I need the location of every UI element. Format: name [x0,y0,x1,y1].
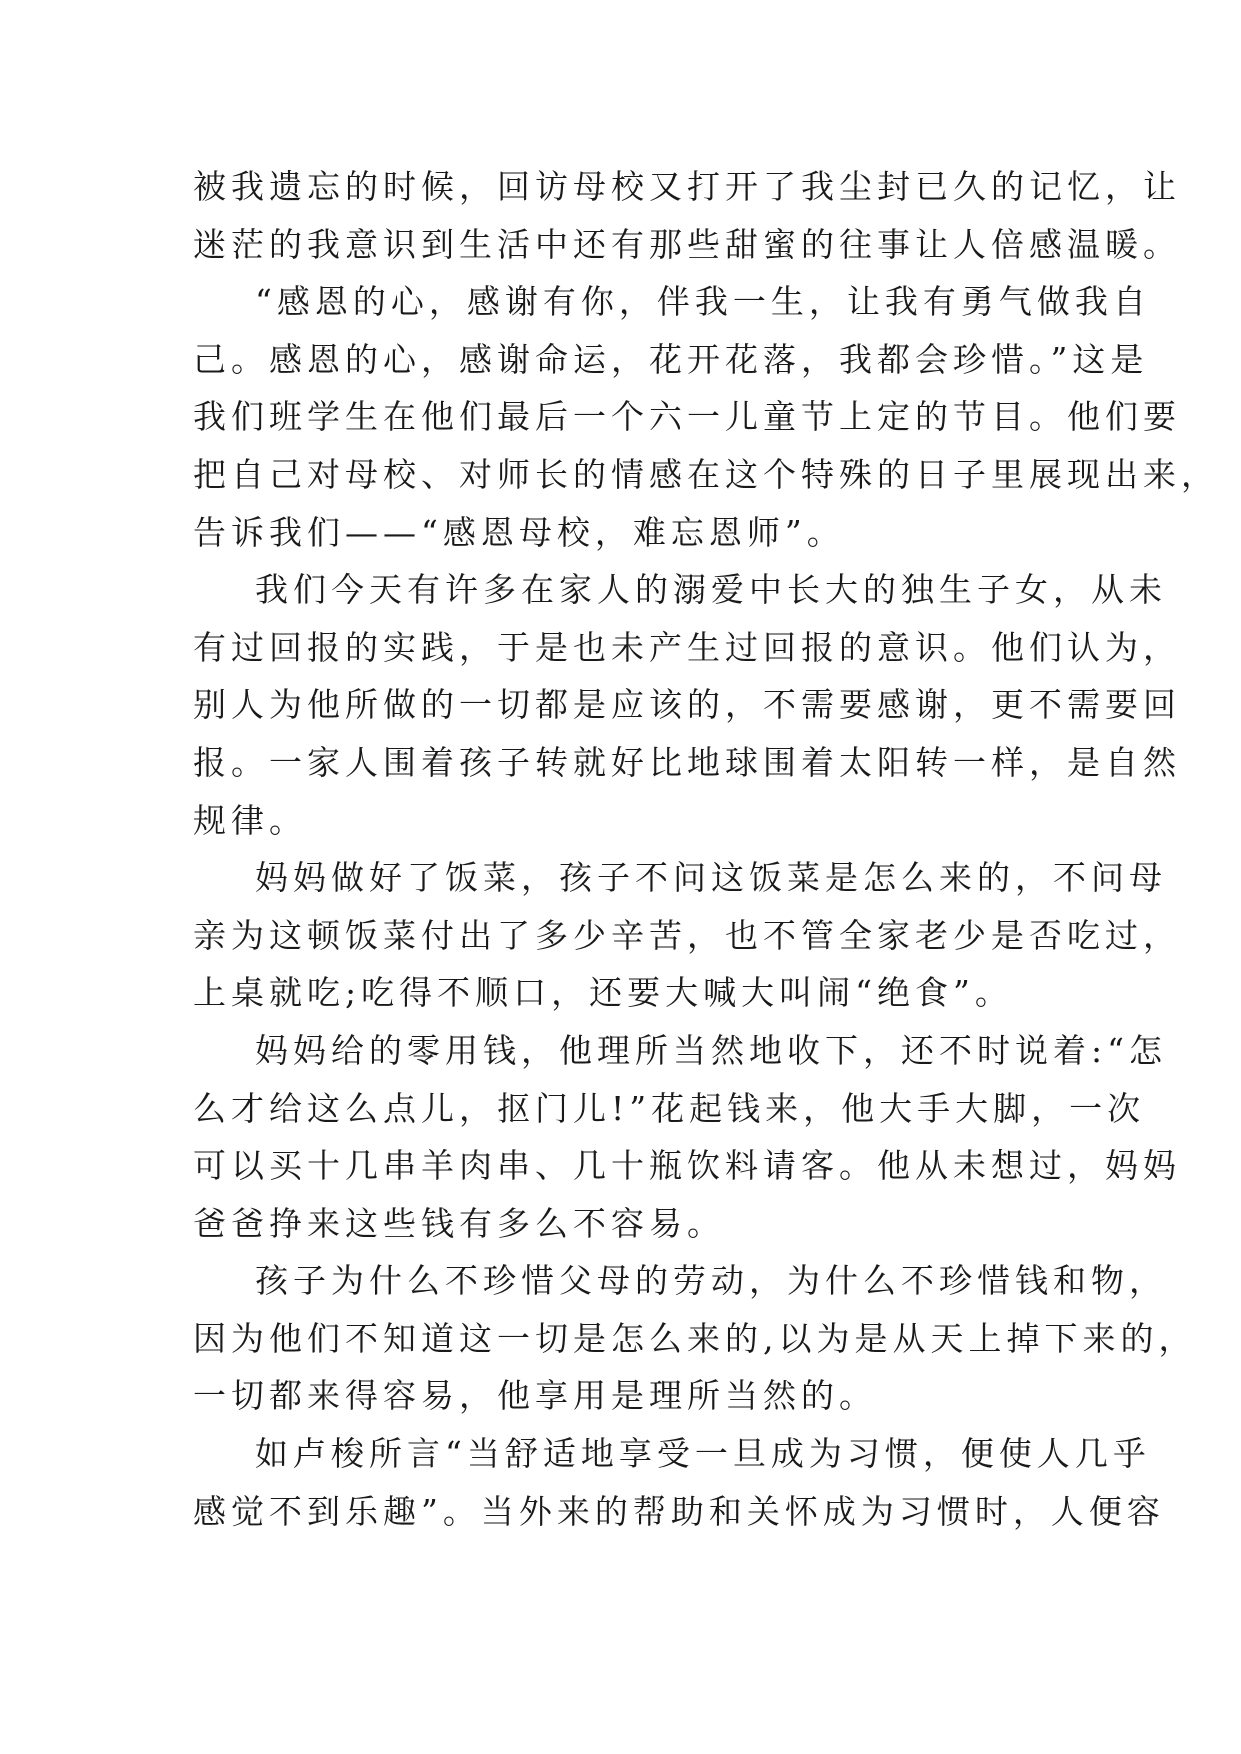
text-line: 己。感恩的心，感谢命运，花开花落，我都会珍惜。”这是 [193,339,1149,379]
text-line: 我们班学生在他们最后一个六一儿童节上定的节目。他们要 [193,397,1181,437]
text-line: 告诉我们——“感恩母校，难忘恩师”。 [193,512,845,552]
paragraph-first-line: 妈妈给的零用钱，他理所当然地收下，还不时说着:“怎 [255,1030,1167,1070]
paragraph-first-line: 孩子为什么不珍惜父母的劳动，为什么不珍惜钱和物， [255,1261,1167,1301]
text-line: 亲为这顿饭菜付出了多少辛苦，也不管全家老少是否吃过， [193,915,1181,955]
paragraph-first-line: 妈妈做好了饭菜，孩子不问这饭菜是怎么来的，不问母 [255,858,1167,898]
text-line: 迷茫的我意识到生活中还有那些甜蜜的往事让人倍感温暖。 [193,224,1181,264]
paragraph-first-line: 我们今天有许多在家人的溺爱中长大的独生子女，从未 [255,570,1167,610]
text-line: 被我遗忘的时候，回访母校又打开了我尘封已久的记忆，让 [193,167,1181,206]
text-line: 有过回报的实践，于是也未产生过回报的意识。他们认为， [193,627,1181,667]
text-line: 爸爸挣来这些钱有多么不容易。 [193,1203,725,1243]
paragraph-first-line: “感恩的心，感谢有你，伴我一生，让我有勇气做我自 [255,282,1151,322]
text-line: 可以买十几串羊肉串、几十瓶饮料请客。他从未想过，妈妈 [193,1146,1181,1186]
text-line: 别人为他所做的一切都是应该的，不需要感谢，更不需要回 [193,685,1181,725]
text-line: 报。一家人围着孩子转就好比地球围着太阳转一样，是自然 [193,742,1181,782]
paragraph-first-line: 如卢梭所言“当舒适地享受一旦成为习惯，便使人几乎 [255,1434,1151,1474]
body-text [193,158,1219,1540]
text-line: 规律。 [193,800,307,840]
text-line: 感觉不到乐趣”。当外来的帮助和关怀成为习惯时，人便容 [193,1491,1165,1531]
text-line: 因为他们不知道这一切是怎么来的,以为是从天上掉下来的， [193,1318,1197,1358]
text-line: 把自己对母校、对师长的情感在这个特殊的日子里展现出来， [193,454,1219,494]
text-line: 上桌就吃;吃得不顺口，还要大喊大叫闹“绝食”。 [193,973,1013,1013]
text-line: 一切都来得容易，他享用是理所当然的。 [193,1376,877,1416]
text-line: 么才给这么点儿，抠门儿!”花起钱来，他大手大脚，一次 [193,1088,1146,1128]
